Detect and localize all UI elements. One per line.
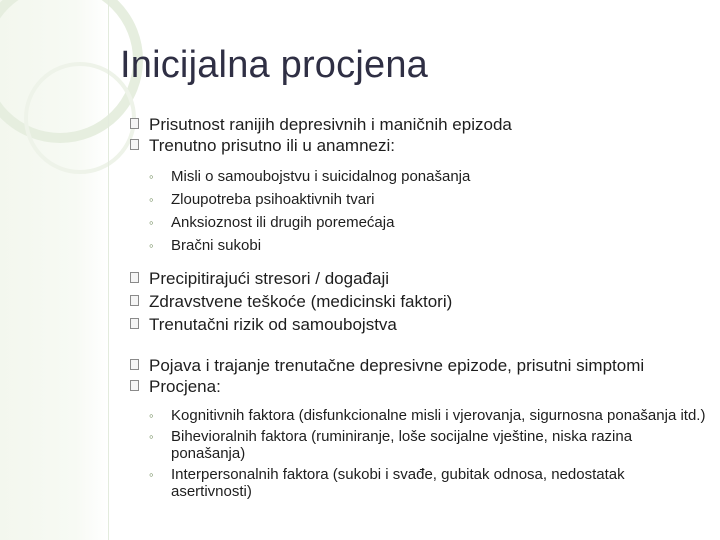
bullet-item <box>130 314 715 335</box>
sub-bullet-text: Misli o samoubojstvu i suicidalnog ponašanja <box>171 168 471 185</box>
circle-bullet-icon: ◦ <box>149 215 154 230</box>
checkbox-bullet-icon <box>130 272 139 283</box>
circle-bullet-icon: ◦ <box>149 238 154 253</box>
sub-bullet-text: Anksioznost ili drugih poremećaja <box>171 214 395 231</box>
checkbox-bullet-icon <box>130 380 139 391</box>
slide-content <box>130 114 715 504</box>
circle-bullet-icon: ◦ <box>149 408 154 423</box>
bullet-text: Zdravstvene teškoće (medicinski faktori) <box>149 292 453 311</box>
divider-line <box>108 0 109 540</box>
slide-title: Inicijalna procjena <box>120 44 428 86</box>
bullet-item <box>130 355 649 376</box>
sub-bullet-list <box>130 407 715 500</box>
sub-bullet-item <box>130 466 641 500</box>
checkbox-bullet-icon <box>130 139 139 150</box>
bullet-text: Prisutnost ranijih depresivnih i maničnih epizoda <box>149 115 512 134</box>
sub-bullet-text: Zloupotreba psihoaktivnih tvari <box>171 191 375 208</box>
checkbox-bullet-icon <box>130 318 139 329</box>
bullet-text: Pojava i trajanje trenutačne depresivne epizode, prisutni simptomi <box>149 356 645 375</box>
spacer <box>130 335 715 355</box>
sub-bullet-text: Interpersonalnih faktora (sukobi i svađe, gubitak odnosa, nedostatak asertivnosti) <box>171 466 625 500</box>
circle-bullet-icon: ◦ <box>149 192 154 207</box>
bullet-text: Precipitirajući stresori / događaji <box>149 269 389 288</box>
checkbox-bullet-icon <box>130 118 139 129</box>
bullet-item <box>130 135 715 156</box>
bullet-text: Trenutačni rizik od samoubojstva <box>149 315 397 334</box>
circle-bullet-icon: ◦ <box>149 169 154 184</box>
circle-bullet-icon: ◦ <box>149 429 154 444</box>
circle-bullet-icon: ◦ <box>149 467 154 482</box>
sub-bullet-item <box>130 213 715 232</box>
bullet-text: Procjena: <box>149 377 221 396</box>
sub-bullet-list <box>130 167 715 255</box>
sub-bullet-item <box>130 428 641 462</box>
sub-bullet-item <box>130 407 715 424</box>
bullet-text: Trenutno prisutno ili u anamnezi: <box>149 136 396 155</box>
sub-bullet-item <box>130 236 715 255</box>
sub-bullet-text: Bračni sukobi <box>171 237 262 254</box>
checkbox-bullet-icon <box>130 295 139 306</box>
sub-bullet-text: Kognitivnih faktora (disfunkcionalne misli i vjerovanja, sigurnosna ponašanja itd.) <box>171 407 706 424</box>
bullet-item <box>130 291 715 312</box>
sub-bullet-item <box>130 167 715 186</box>
bullet-item <box>130 114 715 135</box>
bullet-item <box>130 268 715 289</box>
bullet-item <box>130 376 715 397</box>
checkbox-bullet-icon <box>130 359 139 370</box>
sub-bullet-text: Bihevioralnih faktora (ruminiranje, loše socijalne vještine, niska razina ponašanja) <box>171 428 633 462</box>
decor-circle-large <box>0 0 138 138</box>
sub-bullet-item <box>130 190 715 209</box>
